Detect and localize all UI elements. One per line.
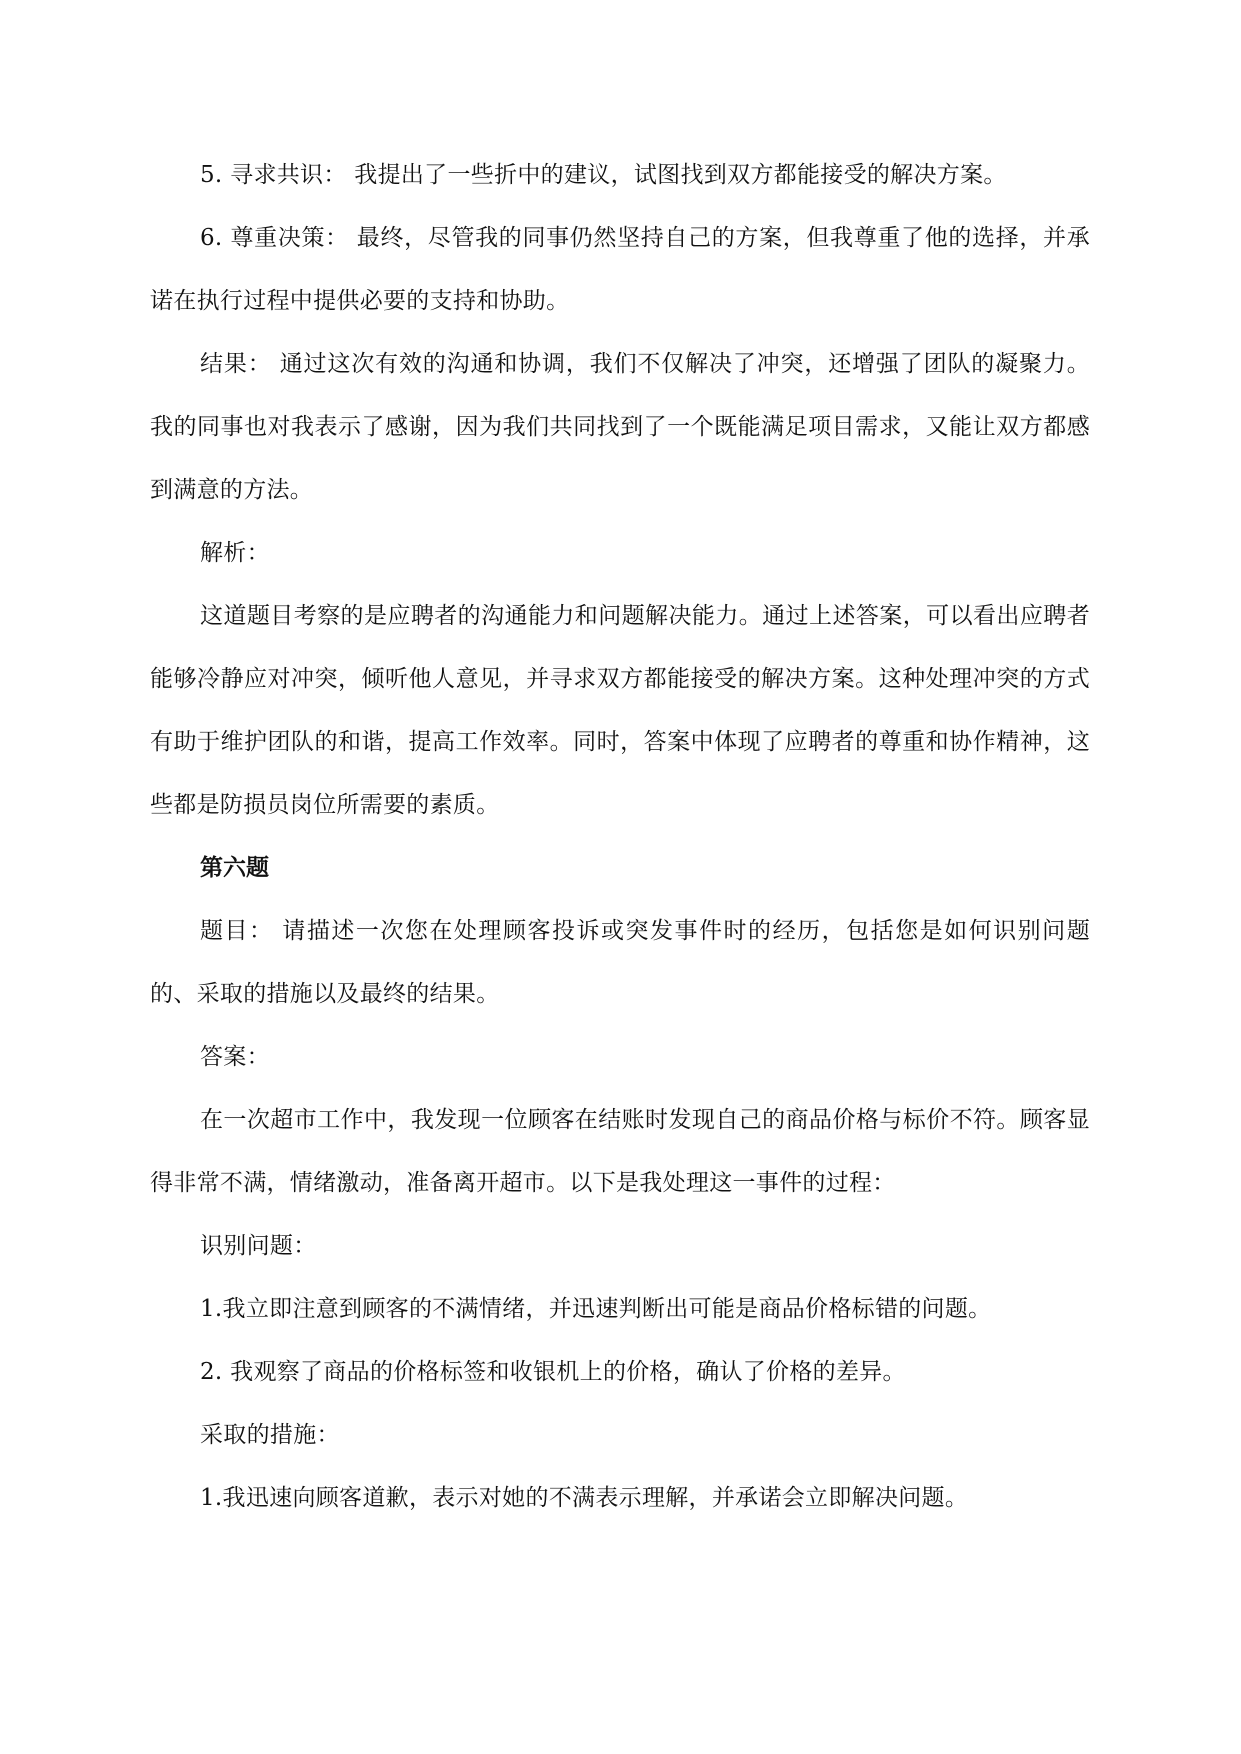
section-heading-question-six: 第六题 [200,855,269,881]
paragraph-seek-consensus: 5. 寻求共识： 我提出了一些折中的建议，试图找到双方都能接受的解决方案。 [200,162,1007,188]
paragraph-answer-body: 在一次超市工作中，我发现一位顾客在结账时发现自己的商品价格与标价不符。顾客显得非常不满，情绪激动，准备离开超市。以下是我处理这一事件的过程： [150,1107,1090,1196]
document-page [150,144,1090,1530]
paragraph-measures-step-1: 1.我迅速向顾客道歉，表示对她的不满表示理解，并承诺会立即解决问题。 [200,1485,969,1511]
paragraph-result: 结果： 通过这次有效的沟通和协调，我们不仅解决了冲突，还增强了团队的凝聚力。我的同事也对我表示了感谢，因为我们共同找到了一个既能满足项目需求，又能让双方都感到满意的方法。 [150,351,1090,503]
paragraph-identify-step-1: 1.我立即注意到顾客的不满情绪，并迅速判断出可能是商品价格标错的问题。 [200,1296,992,1322]
paragraph-analysis-label: 解析： [200,540,270,566]
paragraph-measures-label: 采取的措施： [200,1422,340,1448]
paragraph-identify-label: 识别问题： [200,1233,317,1259]
paragraph-respect-decision: 6. 尊重决策： 最终，尽管我的同事仍然坚持自己的方案，但我尊重了他的选择，并承诺在执行过程中提供必要的支持和协助。 [150,225,1090,314]
paragraph-answer-label: 答案： [200,1044,270,1070]
paragraph-question: 题目： 请描述一次您在处理顾客投诉或突发事件时的经历，包括您是如何识别问题的、采取的措施以及最终的结果。 [150,918,1090,1007]
paragraph-analysis-body: 这道题目考察的是应聘者的沟通能力和问题解决能力。通过上述答案，可以看出应聘者能够冷静应对冲突，倾听他人意见，并寻求双方都能接受的解决方案。这种处理冲突的方式有助于维护团队的和谐，提高工作效率。同时，答案中体现了应聘者的尊重和协作精神，这些都是防损员岗位所需要的素质。 [150,603,1090,818]
paragraph-identify-step-2: 2. 我观察了商品的价格标签和收银机上的价格，确认了价格的差异。 [200,1359,906,1385]
